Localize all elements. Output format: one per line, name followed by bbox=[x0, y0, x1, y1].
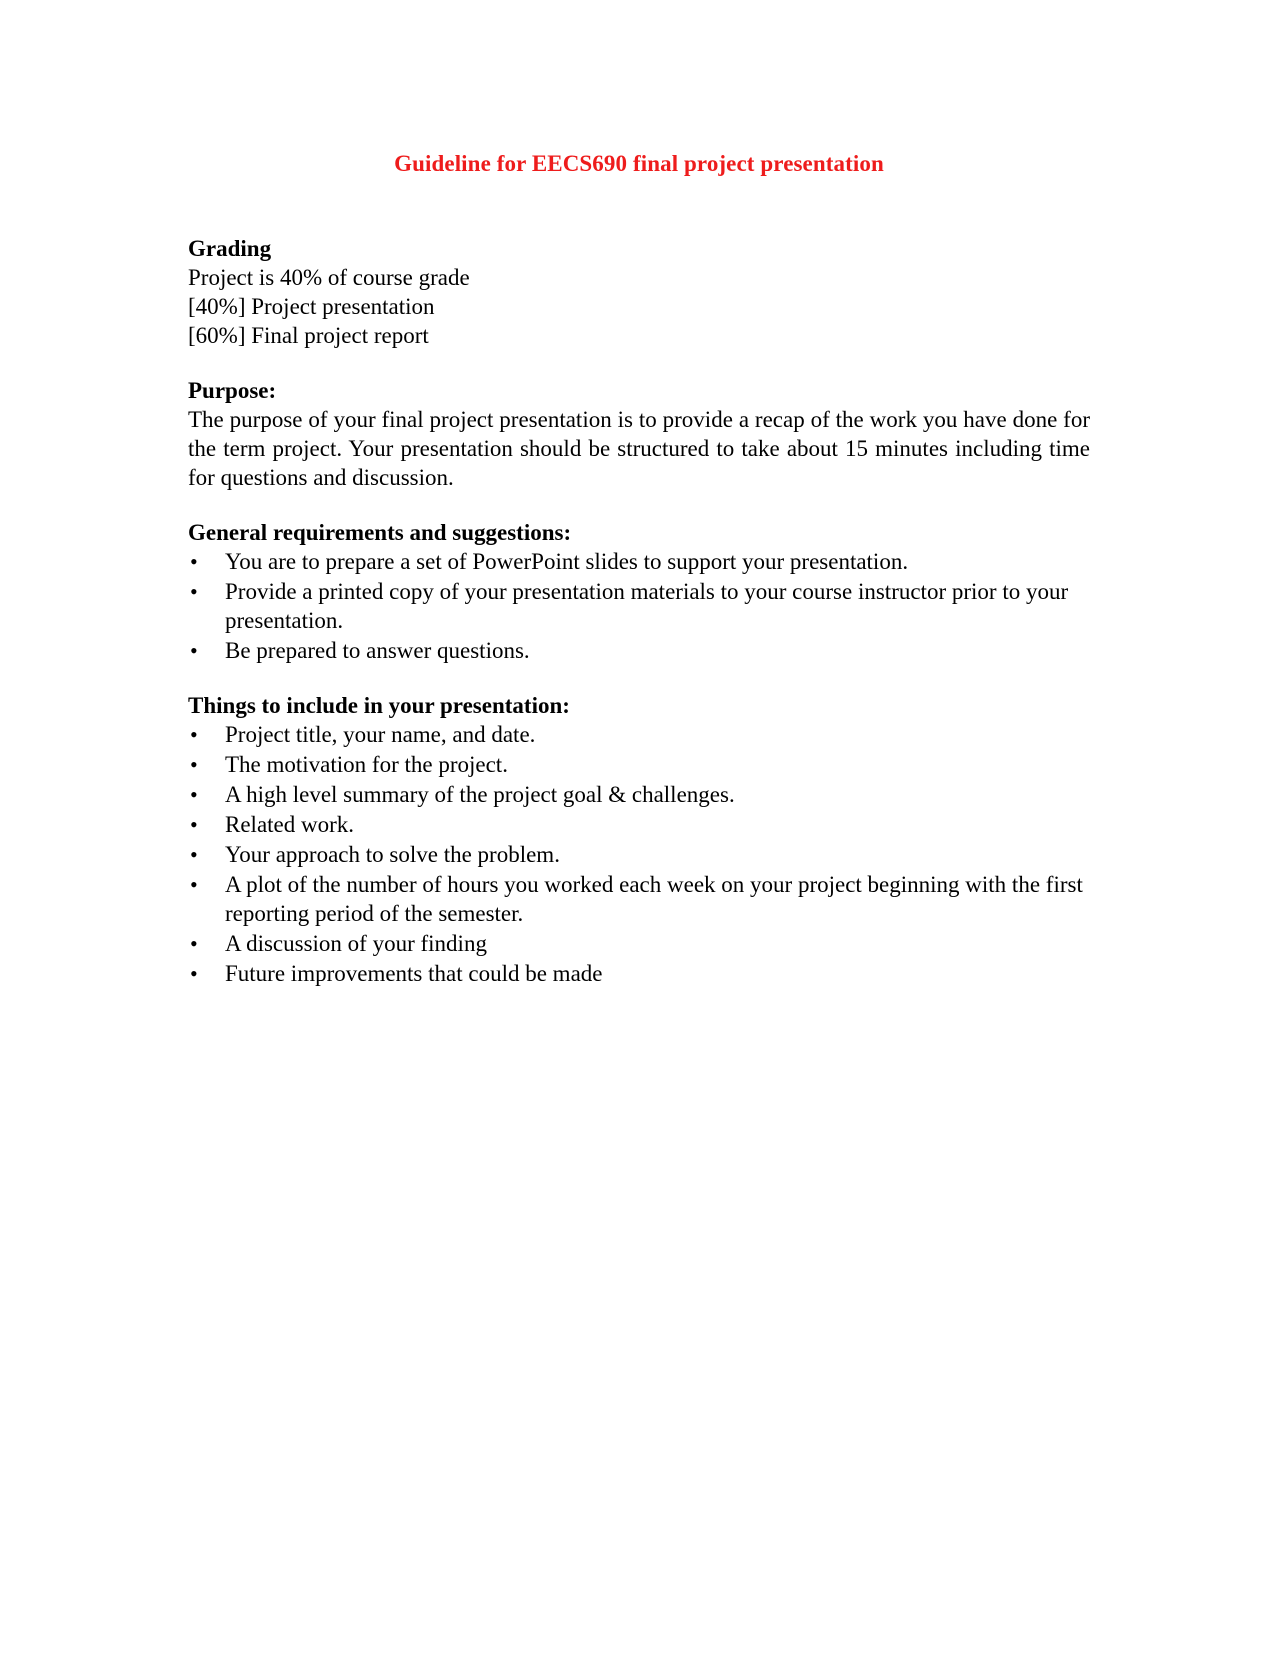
list-item bbox=[188, 959, 1090, 988]
general-requirements-section bbox=[188, 518, 1090, 665]
things-to-include-list bbox=[188, 720, 1090, 988]
grading-line: [40%] Project presentation bbox=[188, 294, 435, 319]
bullet-icon: • bbox=[190, 842, 198, 867]
bullet-icon: • bbox=[190, 931, 198, 956]
list-item bbox=[188, 636, 1090, 665]
list-item-text: Your approach to solve the problem. bbox=[225, 842, 560, 867]
list-item-text: A high level summary of the project goal & challenges. bbox=[225, 782, 735, 807]
list-item bbox=[188, 780, 1090, 809]
bullet-icon: • bbox=[190, 549, 198, 574]
bullet-icon: • bbox=[190, 812, 198, 837]
bullet-icon: • bbox=[190, 752, 198, 777]
list-item-text: Related work. bbox=[225, 812, 355, 837]
things-to-include-section bbox=[188, 691, 1090, 988]
bullet-icon: • bbox=[190, 638, 198, 663]
list-item bbox=[188, 840, 1090, 869]
list-item bbox=[188, 720, 1090, 749]
grading-heading: Grading bbox=[188, 236, 272, 261]
general-requirements-list bbox=[188, 547, 1090, 665]
bullet-icon: • bbox=[190, 782, 198, 807]
purpose-section bbox=[188, 376, 1090, 492]
list-item-text: Project title, your name, and date. bbox=[225, 722, 536, 747]
things-to-include-heading: Things to include in your presentation: bbox=[188, 693, 570, 718]
purpose-paragraph: The purpose of your final project presentation is to provide a recap of the work you have done for the term project. Your presentation should be structured to take about 15 minutes including time for questions and discussion. bbox=[188, 407, 1090, 490]
list-item-text: You are to prepare a set of PowerPoint slides to support your presentation. bbox=[225, 549, 909, 574]
list-item bbox=[188, 929, 1090, 958]
grading-section bbox=[188, 234, 1090, 350]
bullet-icon: • bbox=[190, 579, 198, 604]
list-item bbox=[188, 870, 1090, 928]
document-content bbox=[188, 148, 1090, 1014]
list-item-text: Be prepared to answer questions. bbox=[225, 638, 530, 663]
list-item-text: A plot of the number of hours you worked each week on your project beginning with the first reporting period of the semester. bbox=[225, 872, 1083, 926]
list-item bbox=[188, 577, 1090, 635]
bullet-icon: • bbox=[190, 722, 198, 747]
bullet-icon: • bbox=[190, 872, 198, 897]
list-item-text: Future improvements that could be made bbox=[225, 961, 603, 986]
list-item-text: The motivation for the project. bbox=[225, 752, 508, 777]
list-item-text: A discussion of your finding bbox=[225, 931, 487, 956]
document-title: Guideline for EECS690 final project presentation bbox=[394, 151, 884, 176]
list-item bbox=[188, 810, 1090, 839]
bullet-icon: • bbox=[190, 961, 198, 986]
list-item-text: Provide a printed copy of your presentation materials to your course instructor prior to your presentation. bbox=[225, 579, 1069, 633]
grading-line: Project is 40% of course grade bbox=[188, 265, 470, 290]
grading-line: [60%] Final project report bbox=[188, 323, 429, 348]
list-item bbox=[188, 547, 1090, 576]
purpose-heading: Purpose: bbox=[188, 378, 277, 403]
general-requirements-heading: General requirements and suggestions: bbox=[188, 520, 572, 545]
list-item bbox=[188, 750, 1090, 779]
